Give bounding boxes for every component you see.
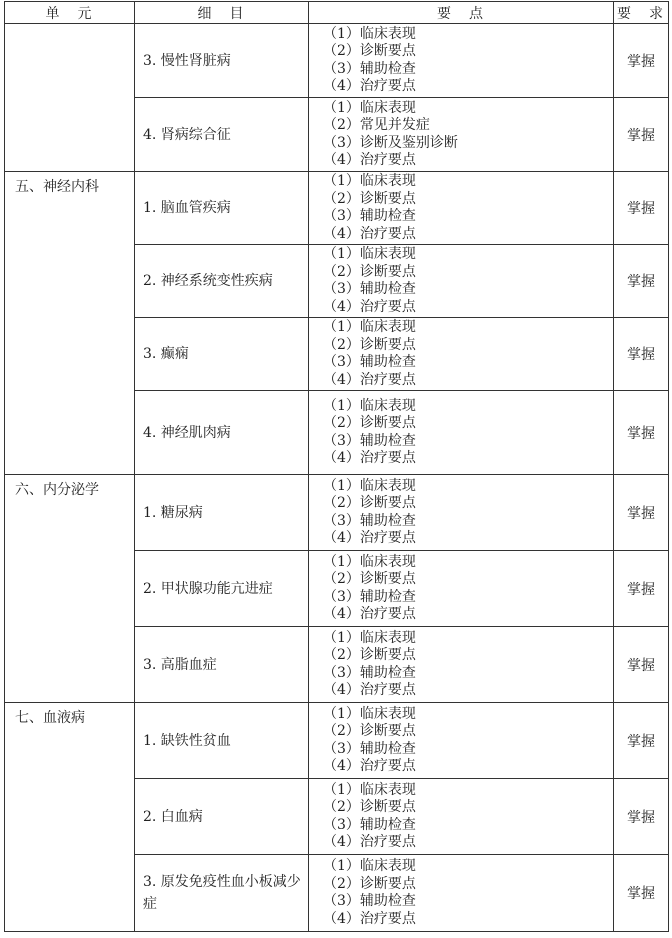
point-item: （3）辅助检查 — [323, 588, 416, 605]
point-item: （4）治疗要点 — [323, 758, 416, 774]
point-item: （1）临床表现 — [323, 397, 416, 414]
table-row — [5, 24, 669, 98]
point-item: （1）临床表现 — [323, 477, 416, 494]
requirement-cell: 掌握 — [614, 627, 669, 703]
point-item: （2）诊断要点 — [323, 799, 416, 815]
points-cell — [309, 703, 614, 779]
header-unit: 单 元 — [5, 2, 135, 24]
requirement-cell: 掌握 — [614, 245, 669, 318]
item-cell: 2. 白血病 — [135, 779, 309, 855]
requirement-cell: 掌握 — [614, 172, 669, 245]
point-item: （1）临床表现 — [323, 553, 416, 570]
point-item: （4）治疗要点 — [323, 530, 416, 546]
item-cell: 1. 缺铁性贫血 — [135, 703, 309, 779]
header-requirement: 要 求 — [614, 2, 669, 24]
item-cell: 4. 肾病综合征 — [135, 98, 309, 172]
points-cell — [309, 779, 614, 855]
point-item: （4）治疗要点 — [323, 834, 416, 850]
point-item: （1）临床表现 — [323, 246, 416, 262]
points-cell — [309, 391, 614, 475]
point-item: （4）治疗要点 — [323, 910, 416, 927]
table-row — [5, 475, 669, 551]
point-item: （2）诊断要点 — [323, 875, 416, 892]
item-cell: 2. 甲状腺功能亢进症 — [135, 551, 309, 627]
header-points: 要 点 — [309, 2, 614, 24]
point-item: （4）治疗要点 — [323, 682, 416, 698]
point-item: （4）治疗要点 — [323, 606, 416, 622]
point-item: （3）辅助检查 — [323, 208, 416, 224]
point-item: （2）诊断要点 — [323, 415, 416, 431]
point-item: （4）治疗要点 — [323, 450, 416, 466]
table-header — [5, 2, 669, 24]
requirement-cell: 掌握 — [614, 779, 669, 855]
points-cell — [309, 98, 614, 172]
item-cell: 3. 高脂血症 — [135, 627, 309, 703]
item-cell: 4. 神经肌肉病 — [135, 391, 309, 475]
points-cell — [309, 24, 614, 98]
point-item: （1）临床表现 — [323, 173, 416, 189]
item-cell: 3. 癫痫 — [135, 318, 309, 391]
points-cell — [309, 245, 614, 318]
point-item: （2）诊断要点 — [323, 495, 416, 511]
points-cell — [309, 475, 614, 551]
table-body — [5, 24, 669, 932]
unit-cell: 六、内分泌学 — [5, 475, 135, 703]
point-item: （2）诊断要点 — [323, 571, 416, 587]
header-item: 细 目 — [135, 2, 309, 24]
point-item: （2）诊断要点 — [323, 190, 416, 207]
unit-cell: 五、神经内科 — [5, 172, 135, 475]
point-item: （3）辅助检查 — [323, 512, 416, 529]
point-item: （4）治疗要点 — [323, 152, 416, 168]
point-item: （3）辅助检查 — [323, 893, 416, 909]
requirement-cell: 掌握 — [614, 475, 669, 551]
unit-cell — [5, 24, 135, 172]
point-item: （1）临床表现 — [323, 25, 416, 42]
requirement-cell: 掌握 — [614, 703, 669, 779]
points-cell — [309, 627, 614, 703]
point-item: （3）辅助检查 — [323, 354, 416, 370]
requirement-cell: 掌握 — [614, 391, 669, 475]
table-row — [5, 703, 669, 779]
item-cell: 1. 糖尿病 — [135, 475, 309, 551]
requirement-cell: 掌握 — [614, 318, 669, 391]
point-item: （4）治疗要点 — [323, 298, 416, 315]
point-item: （1）临床表现 — [323, 781, 416, 798]
points-cell — [309, 855, 614, 932]
point-item: （3）辅助检查 — [323, 664, 416, 681]
syllabus-table — [4, 1, 669, 932]
points-cell — [309, 551, 614, 627]
point-item: （2）诊断要点 — [323, 723, 416, 739]
point-item: （3）辅助检查 — [323, 740, 416, 757]
item-cell: 3. 原发免疫性血小板减少症 — [135, 855, 309, 932]
points-cell — [309, 318, 614, 391]
point-item: （1）临床表现 — [323, 705, 416, 722]
point-item: （4）治疗要点 — [323, 225, 416, 242]
point-item: （3）辅助检查 — [323, 816, 416, 833]
point-item: （3）诊断及鉴别诊断 — [323, 134, 458, 151]
point-item: （2）常见并发症 — [323, 117, 430, 133]
requirement-cell: 掌握 — [614, 98, 669, 172]
point-item: （3）辅助检查 — [323, 281, 416, 297]
header-row — [5, 2, 669, 24]
point-item: （1）临床表现 — [323, 858, 416, 874]
item-cell: 3. 慢性肾脏病 — [135, 24, 309, 98]
item-cell: 1. 脑血管疾病 — [135, 172, 309, 245]
table-row — [5, 172, 669, 245]
point-item: （4）治疗要点 — [323, 371, 416, 388]
requirement-cell: 掌握 — [614, 551, 669, 627]
requirement-cell: 掌握 — [614, 855, 669, 932]
point-item: （2）诊断要点 — [323, 263, 416, 280]
point-item: （3）辅助检查 — [323, 60, 416, 77]
item-cell: 2. 神经系统变性疾病 — [135, 245, 309, 318]
unit-cell: 七、血液病 — [5, 703, 135, 932]
point-item: （3）辅助检查 — [323, 432, 416, 449]
requirement-cell: 掌握 — [614, 24, 669, 98]
point-item: （4）治疗要点 — [323, 78, 416, 94]
point-item: （1）临床表现 — [323, 629, 416, 646]
point-item: （1）临床表现 — [323, 99, 416, 116]
point-item: （1）临床表现 — [323, 319, 416, 335]
point-item: （2）诊断要点 — [323, 43, 416, 59]
points-cell — [309, 172, 614, 245]
point-item: （2）诊断要点 — [323, 647, 416, 663]
point-item: （2）诊断要点 — [323, 336, 416, 353]
